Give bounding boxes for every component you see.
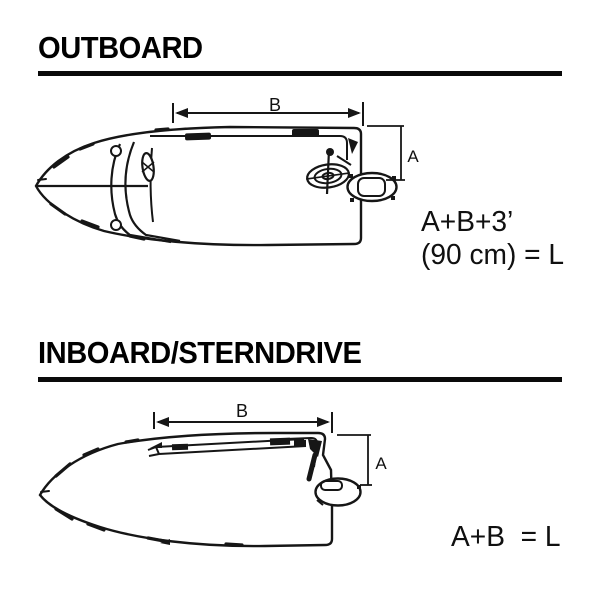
outboard-formula (421, 206, 564, 272)
dimension-b-label: B (235, 401, 249, 421)
dimension-b-label: B (268, 95, 282, 115)
outboard-heading: OUTBOARD (38, 30, 203, 65)
dimension-a-label: A (375, 454, 387, 473)
outboard-formula-line2: (90 cm) = L (421, 239, 565, 271)
outboard-formula-line1: A+B+3’ (421, 206, 514, 238)
inboard-formula-line1: A+B = L (451, 521, 561, 553)
inboard-formula (451, 521, 560, 554)
sterndrive-unit (316, 479, 362, 506)
dimension-a-label: A (407, 147, 419, 166)
inboard-sterndrive-heading: INBOARD/STERNDRIVE (38, 335, 362, 370)
outboard-diagram (30, 88, 430, 260)
boat-hull (40, 433, 332, 546)
section-divider (38, 377, 562, 382)
inboard-sterndrive-diagram (30, 395, 430, 570)
section-divider (38, 71, 562, 76)
dimension-a-bracket (337, 435, 372, 485)
